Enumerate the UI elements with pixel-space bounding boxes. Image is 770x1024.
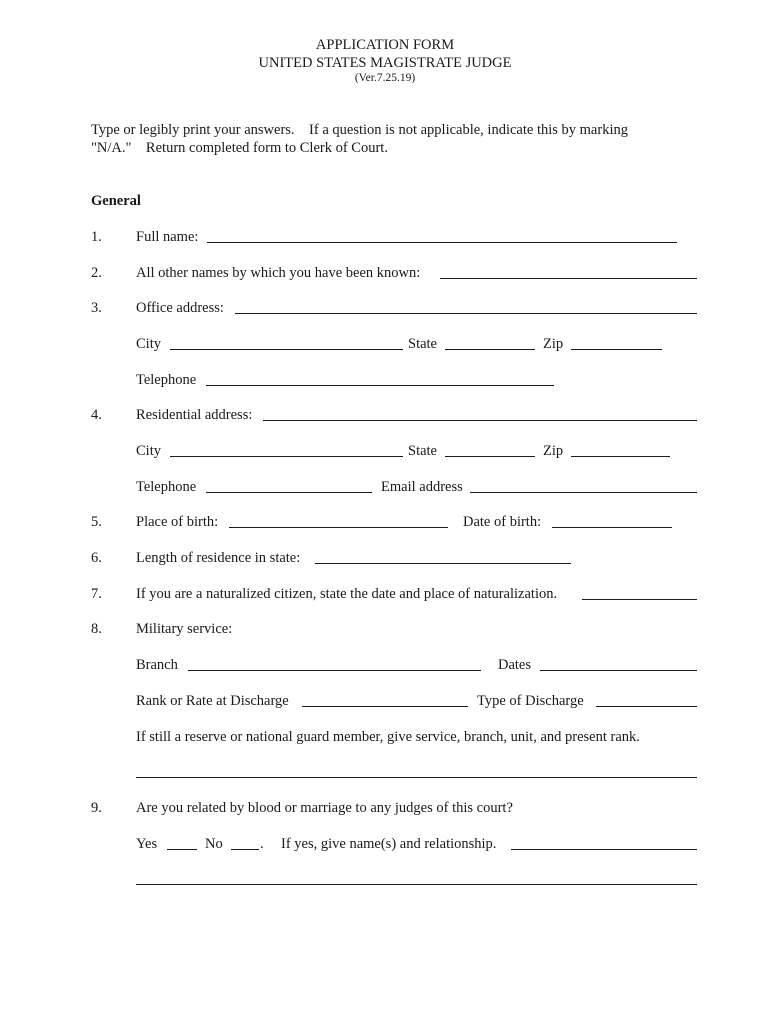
office-city-field[interactable] [170, 349, 403, 350]
section-title-general: General [91, 193, 141, 209]
branch-field[interactable] [188, 670, 481, 671]
q1-number: 1. [91, 229, 102, 245]
form-title: APPLICATION FORM [315, 37, 455, 53]
discharge-type-label: Type of Discharge [477, 693, 584, 709]
form-version: (Ver.7.25.19) [354, 72, 416, 84]
yes-label: Yes [136, 836, 158, 852]
residential-telephone-label: Telephone [136, 479, 197, 495]
q5-label: Place of birth: [136, 514, 219, 530]
email-label: Email address [381, 479, 463, 495]
rank-field[interactable] [302, 706, 468, 707]
q8-label: Military service: [136, 621, 233, 637]
form-subtitle: UNITED STATES MAGISTRATE JUDGE [258, 55, 512, 71]
q9-number: 9. [91, 800, 102, 816]
office-city-label: City [136, 336, 161, 352]
q8-number: 8. [91, 621, 102, 637]
reserve-label: If still a reserve or national guard member, give service, branch, unit, and present rank. [136, 729, 640, 745]
email-field[interactable] [470, 492, 697, 493]
q2-label: All other names by which you have been known: [136, 265, 421, 281]
q5-number: 5. [91, 514, 102, 530]
q7-label: If you are a naturalized citizen, state the date and place of naturalization. [136, 586, 558, 602]
residential-state-label: State [408, 443, 437, 459]
branch-label: Branch [136, 657, 178, 673]
q1-label: Full name: [136, 229, 199, 245]
residential-state-field[interactable] [445, 456, 535, 457]
office-state-field[interactable] [445, 349, 535, 350]
office-telephone-label: Telephone [136, 372, 197, 388]
residential-zip-label: Zip [543, 443, 564, 459]
other-names-field[interactable] [440, 278, 697, 279]
q3-label: Office address: [136, 300, 224, 316]
if-yes-label: If yes, give name(s) and relationship. [281, 836, 497, 852]
no-period: . [260, 836, 264, 852]
full-name-field[interactable] [207, 242, 677, 243]
q9-label: Are you related by blood or marriage to any judges of this court? [136, 800, 513, 816]
relationship-details-field[interactable] [136, 884, 697, 885]
residential-zip-field[interactable] [571, 456, 670, 457]
q3-number: 3. [91, 300, 102, 316]
residence-length-field[interactable] [315, 563, 571, 564]
instructions-line-1: Type or legibly print your answers. If a question is not applicable, indicate this by marking [91, 122, 628, 138]
dates-label: Dates [498, 657, 532, 673]
no-label: No [205, 836, 223, 852]
naturalization-field[interactable] [582, 599, 697, 600]
q6-number: 6. [91, 550, 102, 566]
yes-field[interactable] [167, 849, 197, 850]
office-zip-label: Zip [543, 336, 564, 352]
office-zip-field[interactable] [571, 349, 662, 350]
dates-field[interactable] [540, 670, 697, 671]
office-address-field[interactable] [235, 313, 697, 314]
q7-number: 7. [91, 586, 102, 602]
relationship-field[interactable] [511, 849, 697, 850]
residential-city-label: City [136, 443, 161, 459]
office-telephone-field[interactable] [206, 385, 554, 386]
date-of-birth-field[interactable] [552, 527, 672, 528]
discharge-type-field[interactable] [596, 706, 697, 707]
office-state-label: State [408, 336, 437, 352]
q4-number: 4. [91, 407, 102, 423]
q2-number: 2. [91, 265, 102, 281]
reserve-details-field[interactable] [136, 777, 697, 778]
residential-city-field[interactable] [170, 456, 403, 457]
residential-telephone-field[interactable] [206, 492, 372, 493]
q6-label: Length of residence in state: [136, 550, 301, 566]
place-of-birth-field[interactable] [229, 527, 448, 528]
rank-label: Rank or Rate at Discharge [136, 693, 289, 709]
date-of-birth-label: Date of birth: [463, 514, 542, 530]
instructions-line-2: "N/A." Return completed form to Clerk of Court. [91, 140, 388, 156]
no-field[interactable] [231, 849, 259, 850]
q4-label: Residential address: [136, 407, 253, 423]
residential-address-field[interactable] [263, 420, 697, 421]
